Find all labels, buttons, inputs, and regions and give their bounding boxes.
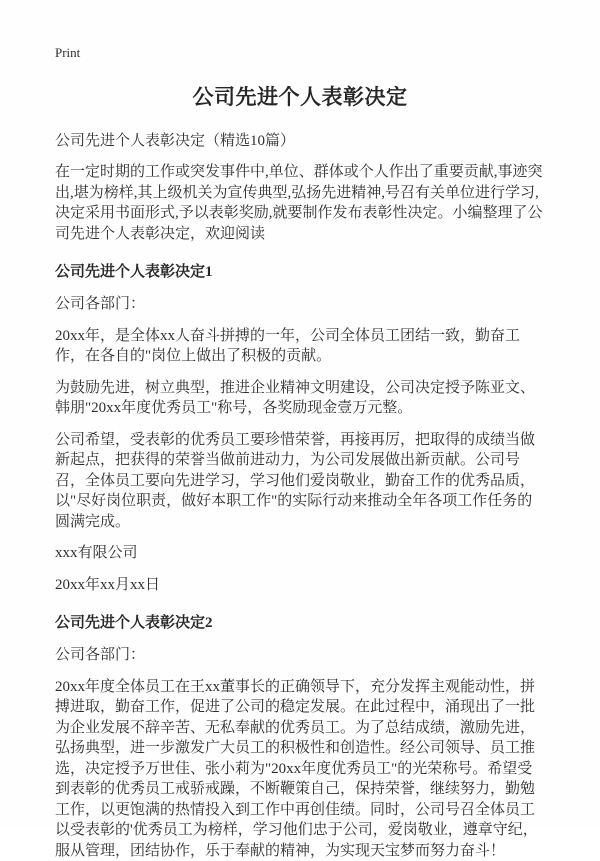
section-1-salutation: 公司各部门： [55, 294, 545, 315]
section-2-salutation: 公司各部门： [55, 645, 545, 666]
section-1-paragraph: 为鼓励先进，树立典型，推进企业精神文明建设，公司决定授予陈亚文、韩朋"20xx年度优秀员工"称号，各奖励现金壹万元整。 [55, 378, 545, 419]
section-2-heading: 公司先进个人表彰决定2 [55, 611, 545, 632]
page-title: 公司先进个人表彰决定 [55, 81, 545, 111]
section-1-signature-company: xxx有限公司 [55, 543, 545, 564]
section-1-paragraph: 公司希望，受表彰的优秀员工要珍惜荣誉，再接再厉，把取得的成绩当做新起点，把获得的荣誉当做前进动力，为公司发展做出新贡献。公司号召，全体员工要向先进学习，学习他们爱岗敬业，勤奋工作的优秀品质，以"尽好岗位职责，做好本职工作"的实际行动来推动全年各项工作任务的圆满完成。 [55, 430, 545, 533]
intro-paragraph: 在一定时期的工作或突发事件中,单位、群体或个人作出了重要贡献,事迹突出,堪为榜样,其上级机关为宣传典型,弘扬先进精神,号召有关单位进行学习,决定采用书面形式,予以表彰奖励,就要制作发布表彰性决定。小编整理了公司先进个人表彰决定，欢迎阅读 [55, 162, 545, 244]
section-1-signature-date: 20xx年xx月xx日 [55, 575, 545, 596]
section-1-heading: 公司先进个人表彰决定1 [55, 260, 545, 281]
section-2-paragraph: 20xx年度全体员工在王xx董事长的正确领导下，充分发挥主观能动性，拼搏进取，勤奋工作，促进了公司的稳定发展。在此过程中，涌现出了一批为企业发展不辞辛苦、无私奉献的优秀员工。为了总结成绩，激励先进，弘扬典型，进一步激发广大员工的积极性和创造性。经公司领导、员工推选，决定授予万世佳、张小莉为"20xx年度优秀员工"的光荣称号。希望受到表彰的优秀员工戒骄戒躁，不断鞭策自己，保持荣誉，继续努力，勤勉工作，以更饱满的热情投入到工作中再创佳绩。同时，公司号召全体员工以受表彰的'优秀员工为榜样，学习他们忠于公司，爱岗敬业，遵章守纪，服从管理，团结协作，乐于奉献的精神，为实现天宝梦而努力奋斗！ [55, 677, 545, 861]
print-button[interactable]: Print [55, 45, 80, 61]
section-1-paragraph: 20xx年，是全体xx人奋斗拼搏的一年，公司全体员工团结一致，勤奋工作，在各自的"岗位上做出了积极的贡献。 [55, 326, 545, 367]
document-subtitle: 公司先进个人表彰决定（精选10篇） [55, 129, 545, 150]
